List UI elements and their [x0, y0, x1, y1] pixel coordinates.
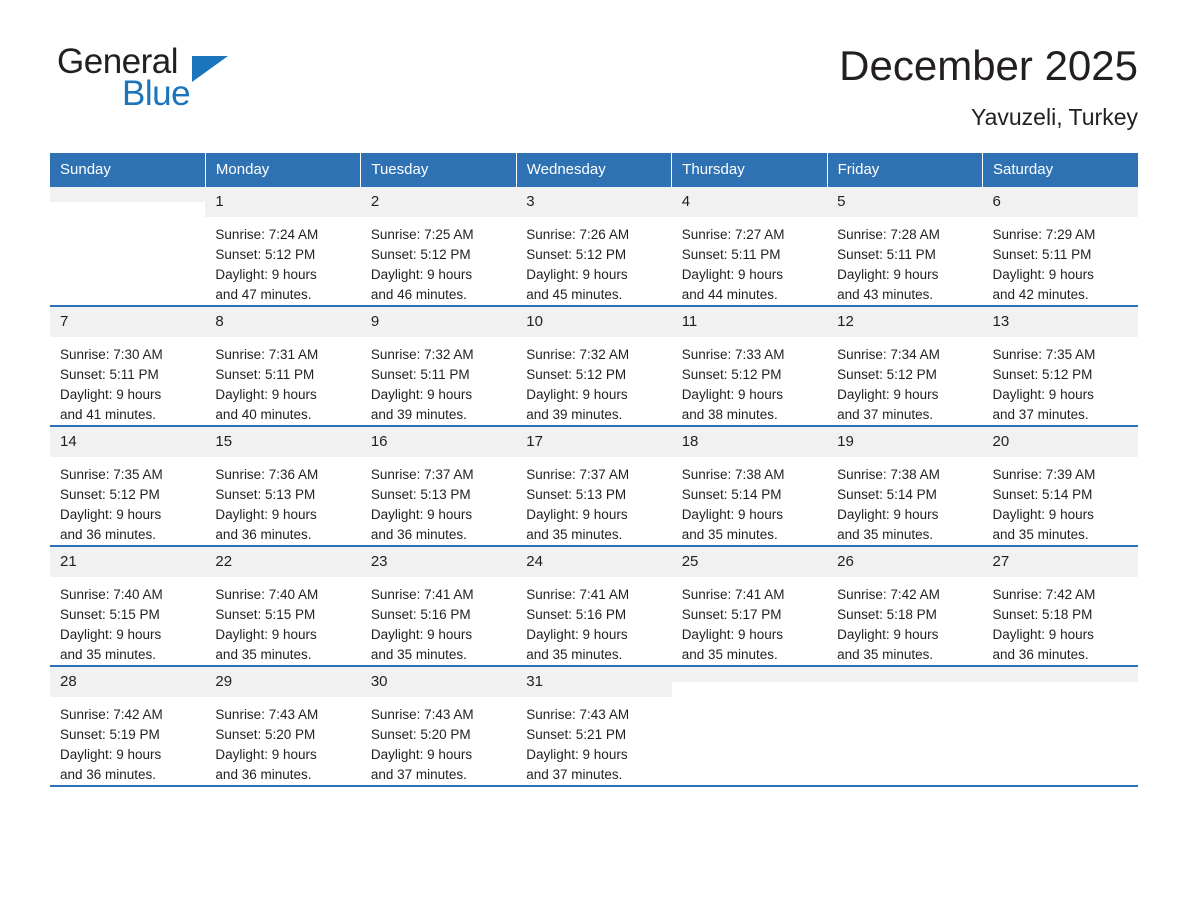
calendar-day-cell[interactable]: [205, 187, 360, 306]
day-number: 12: [827, 307, 982, 337]
day-number: 17: [516, 427, 671, 457]
calendar-day-cell[interactable]: [516, 546, 671, 666]
day-number: 19: [827, 427, 982, 457]
day-cell-inner: [827, 667, 982, 785]
day-detail-line: Sunrise: 7:43 AM: [370, 707, 474, 723]
day-detail-line: Sunrise: 7:25 AM: [370, 227, 474, 243]
day-cell-inner: [516, 667, 671, 785]
day-detail-line: Sunset: 5:12 PM: [992, 367, 1093, 383]
day-detail-line: Daylight: 9 hours: [526, 387, 628, 403]
general-blue-logo: [50, 42, 240, 114]
calendar-day-cell[interactable]: [50, 546, 205, 666]
day-detail-line: Daylight: 9 hours: [215, 387, 317, 403]
day-number: [827, 667, 982, 682]
day-details: [50, 457, 205, 545]
day-cell-inner: [983, 187, 1138, 305]
day-detail-line: Daylight: 9 hours: [837, 627, 939, 643]
day-number: 11: [672, 307, 827, 337]
day-number: 26: [827, 547, 982, 577]
day-details: [827, 337, 982, 425]
day-detail-line: Daylight: 9 hours: [526, 267, 628, 283]
weekday-header-friday: Friday: [827, 153, 982, 187]
day-detail-line: Daylight: 9 hours: [837, 387, 939, 403]
day-detail-line: Sunrise: 7:26 AM: [526, 227, 630, 243]
day-details: [361, 577, 516, 665]
day-number: 3: [516, 187, 671, 217]
day-number: 2: [361, 187, 516, 217]
day-details: [516, 457, 671, 545]
day-details: [205, 697, 360, 785]
day-cell-inner: [205, 427, 360, 545]
day-cell-inner: [361, 547, 516, 665]
day-cell-inner: [205, 667, 360, 785]
day-detail-line: Sunset: 5:16 PM: [370, 607, 471, 623]
day-detail-line: Daylight: 9 hours: [215, 747, 317, 763]
weekday-header-monday: Monday: [205, 153, 360, 187]
day-detail-line: Daylight: 9 hours: [992, 507, 1094, 523]
day-cell-inner: [205, 187, 360, 305]
calendar-body: [50, 187, 1138, 786]
day-number: 15: [205, 427, 360, 457]
calendar-day-cell-empty: [50, 187, 205, 306]
calendar-day-cell[interactable]: [205, 426, 360, 546]
calendar-day-cell-empty: [827, 666, 982, 786]
day-number: 24: [516, 547, 671, 577]
day-detail-line: Daylight: 9 hours: [837, 267, 939, 283]
day-detail-line: and 35 minutes.: [526, 647, 623, 663]
day-details: [983, 217, 1138, 305]
day-detail-line: Sunrise: 7:40 AM: [215, 587, 319, 603]
day-detail-line: Sunset: 5:12 PM: [526, 247, 627, 263]
day-detail-line: Sunset: 5:11 PM: [60, 367, 159, 383]
day-number: 4: [672, 187, 827, 217]
day-detail-line: Sunset: 5:11 PM: [215, 367, 315, 383]
day-detail-line: Daylight: 9 hours: [681, 387, 783, 403]
calendar-day-cell[interactable]: [827, 546, 982, 666]
day-details: [205, 457, 360, 545]
day-number: 18: [672, 427, 827, 457]
day-cell-inner: [50, 187, 205, 305]
calendar-day-cell[interactable]: [672, 187, 827, 306]
day-detail-line: Sunset: 5:17 PM: [681, 607, 782, 623]
logo-text-blue: Blue: [122, 74, 191, 113]
calendar-day-cell[interactable]: [516, 666, 671, 786]
day-detail-line: and 35 minutes.: [837, 527, 934, 543]
calendar-day-cell[interactable]: [361, 426, 516, 546]
day-detail-line: Daylight: 9 hours: [526, 507, 628, 523]
day-detail-line: and 35 minutes.: [992, 527, 1089, 543]
day-detail-line: and 35 minutes.: [837, 647, 934, 663]
day-detail-line: Sunset: 5:12 PM: [215, 247, 316, 263]
day-number: [672, 667, 827, 682]
day-cell-inner: [205, 547, 360, 665]
day-cell-inner: [361, 187, 516, 305]
day-details: [983, 337, 1138, 425]
day-detail-line: Sunset: 5:12 PM: [60, 487, 160, 503]
day-detail-line: and 36 minutes.: [60, 527, 157, 543]
day-detail-line: Sunrise: 7:41 AM: [526, 587, 630, 603]
day-detail-line: Sunset: 5:14 PM: [681, 487, 782, 503]
day-detail-line: Sunset: 5:12 PM: [370, 247, 471, 263]
day-detail-line: and 38 minutes.: [681, 407, 778, 423]
calendar-day-cell-empty: [983, 666, 1138, 786]
day-details: [50, 337, 205, 425]
title-block: [839, 42, 1138, 131]
day-details: [672, 217, 827, 305]
day-details: [827, 217, 982, 305]
day-cell-inner: [672, 667, 827, 785]
day-detail-line: Daylight: 9 hours: [370, 387, 473, 403]
calendar-day-cell[interactable]: [827, 187, 982, 306]
calendar-day-cell[interactable]: [827, 306, 982, 426]
day-detail-line: Sunrise: 7:30 AM: [60, 347, 163, 363]
day-cell-inner: [672, 427, 827, 545]
day-details: [672, 457, 827, 545]
day-cell-inner: [672, 547, 827, 665]
day-detail-line: and 46 minutes.: [370, 287, 467, 303]
day-detail-line: Sunset: 5:12 PM: [837, 367, 937, 383]
day-detail-line: and 35 minutes.: [370, 647, 467, 663]
calendar-day-cell[interactable]: [50, 306, 205, 426]
day-detail-line: Sunset: 5:16 PM: [526, 607, 627, 623]
day-detail-line: Daylight: 9 hours: [681, 627, 783, 643]
day-details: [205, 577, 360, 665]
day-detail-line: Sunrise: 7:41 AM: [681, 587, 785, 603]
day-details: [516, 337, 671, 425]
day-detail-line: and 44 minutes.: [681, 287, 778, 303]
day-detail-line: Sunrise: 7:35 AM: [992, 347, 1096, 363]
calendar-day-cell[interactable]: [50, 666, 205, 786]
day-cell-inner: [50, 427, 205, 545]
day-cell-inner: [827, 427, 982, 545]
day-detail-line: Sunrise: 7:28 AM: [837, 227, 940, 243]
calendar-day-cell[interactable]: [361, 187, 516, 306]
day-detail-line: Sunset: 5:21 PM: [526, 727, 627, 743]
day-detail-line: Daylight: 9 hours: [215, 627, 317, 643]
calendar-day-cell-empty: [672, 666, 827, 786]
day-detail-line: Sunrise: 7:37 AM: [526, 467, 630, 483]
day-number: 29: [205, 667, 360, 697]
day-detail-line: Sunset: 5:15 PM: [215, 607, 316, 623]
day-cell-inner: [516, 307, 671, 425]
day-detail-line: and 40 minutes.: [215, 407, 312, 423]
day-details: [983, 457, 1138, 545]
day-number: 25: [672, 547, 827, 577]
day-number: 16: [361, 427, 516, 457]
day-detail-line: and 36 minutes.: [215, 767, 312, 783]
day-detail-line: and 35 minutes.: [681, 647, 778, 663]
day-detail-line: Sunrise: 7:42 AM: [60, 707, 163, 723]
day-detail-line: and 36 minutes.: [992, 647, 1089, 663]
logo-triangle-icon: [192, 56, 228, 82]
calendar-day-cell[interactable]: [361, 306, 516, 426]
day-cell-inner: [827, 187, 982, 305]
calendar-day-cell[interactable]: [983, 187, 1138, 306]
calendar-week-row: [50, 306, 1138, 426]
day-detail-line: Daylight: 9 hours: [992, 267, 1094, 283]
weekday-header-tuesday: Tuesday: [361, 153, 516, 187]
weekday-header-row: [50, 153, 1138, 187]
calendar-day-cell[interactable]: [516, 426, 671, 546]
day-cell-inner: [516, 547, 671, 665]
calendar-week-row: [50, 426, 1138, 546]
day-detail-line: Sunset: 5:20 PM: [215, 727, 316, 743]
day-number: [983, 667, 1138, 682]
day-details: [672, 337, 827, 425]
day-detail-line: Sunrise: 7:38 AM: [681, 467, 785, 483]
day-number: 9: [361, 307, 516, 337]
day-cell-inner: [361, 307, 516, 425]
day-detail-line: Sunrise: 7:33 AM: [681, 347, 785, 363]
day-cell-inner: [361, 667, 516, 785]
day-detail-line: Sunset: 5:13 PM: [370, 487, 471, 503]
day-detail-line: Daylight: 9 hours: [370, 627, 473, 643]
day-detail-line: Sunrise: 7:43 AM: [526, 707, 630, 723]
weekday-header-thursday: Thursday: [672, 153, 827, 187]
day-cell-inner: [361, 427, 516, 545]
day-details: [827, 577, 982, 665]
day-detail-line: and 47 minutes.: [215, 287, 312, 303]
day-detail-line: Sunrise: 7:32 AM: [370, 347, 474, 363]
day-detail-line: Sunrise: 7:36 AM: [215, 467, 319, 483]
day-detail-line: Sunset: 5:18 PM: [992, 607, 1093, 623]
day-detail-line: Daylight: 9 hours: [992, 627, 1094, 643]
day-detail-line: Daylight: 9 hours: [60, 747, 162, 763]
day-detail-line: and 35 minutes.: [60, 647, 157, 663]
day-details: [361, 697, 516, 785]
day-detail-line: Sunrise: 7:31 AM: [215, 347, 319, 363]
calendar-day-cell[interactable]: [827, 426, 982, 546]
calendar-day-cell[interactable]: [50, 426, 205, 546]
day-detail-line: and 39 minutes.: [526, 407, 623, 423]
day-detail-line: and 37 minutes.: [992, 407, 1089, 423]
calendar-day-cell[interactable]: [205, 306, 360, 426]
weekday-header-saturday: Saturday: [983, 153, 1138, 187]
calendar-day-cell[interactable]: [205, 546, 360, 666]
day-cell-inner: [516, 187, 671, 305]
day-cell-inner: [50, 547, 205, 665]
day-detail-line: Sunset: 5:13 PM: [526, 487, 627, 503]
day-detail-line: Sunrise: 7:38 AM: [837, 467, 940, 483]
sunrise-sunset-calendar: [50, 153, 1138, 787]
calendar-day-cell[interactable]: [516, 306, 671, 426]
day-detail-line: Daylight: 9 hours: [60, 627, 162, 643]
day-cell-inner: [827, 547, 982, 665]
page-header: [50, 0, 1138, 131]
day-detail-line: Daylight: 9 hours: [370, 507, 473, 523]
day-details: [205, 337, 360, 425]
day-detail-line: and 37 minutes.: [370, 767, 467, 783]
day-detail-line: Sunset: 5:11 PM: [681, 247, 781, 263]
day-detail-line: Sunset: 5:14 PM: [837, 487, 937, 503]
day-detail-line: Sunrise: 7:35 AM: [60, 467, 163, 483]
day-number: 22: [205, 547, 360, 577]
calendar-week-row: [50, 546, 1138, 666]
weekday-header-wednesday: Wednesday: [516, 153, 671, 187]
day-detail-line: Sunrise: 7:37 AM: [370, 467, 474, 483]
day-details: [361, 457, 516, 545]
day-cell-inner: [983, 667, 1138, 785]
day-detail-line: Sunset: 5:11 PM: [837, 247, 936, 263]
day-detail-line: Sunrise: 7:42 AM: [837, 587, 940, 603]
calendar-day-cell[interactable]: [672, 546, 827, 666]
day-details: [50, 577, 205, 665]
day-detail-line: Sunset: 5:12 PM: [526, 367, 627, 383]
day-cell-inner: [672, 187, 827, 305]
day-number: 21: [50, 547, 205, 577]
day-detail-line: Daylight: 9 hours: [992, 387, 1094, 403]
day-number: 14: [50, 427, 205, 457]
day-detail-line: Sunset: 5:14 PM: [992, 487, 1093, 503]
calendar-day-cell[interactable]: [983, 306, 1138, 426]
calendar-day-cell[interactable]: [672, 426, 827, 546]
day-detail-line: Sunrise: 7:29 AM: [992, 227, 1096, 243]
day-number: [50, 187, 205, 202]
day-detail-line: Sunrise: 7:41 AM: [370, 587, 474, 603]
day-cell-inner: [983, 547, 1138, 665]
day-detail-line: and 37 minutes.: [837, 407, 934, 423]
day-number: 27: [983, 547, 1138, 577]
day-detail-line: and 41 minutes.: [60, 407, 157, 423]
day-detail-line: Sunrise: 7:43 AM: [215, 707, 319, 723]
day-detail-line: Sunset: 5:19 PM: [60, 727, 160, 743]
day-detail-line: Daylight: 9 hours: [370, 747, 473, 763]
day-number: 31: [516, 667, 671, 697]
day-detail-line: and 35 minutes.: [526, 527, 623, 543]
logo-text-general: General: [57, 42, 179, 81]
weekday-header-sunday: Sunday: [50, 153, 205, 187]
day-number: 8: [205, 307, 360, 337]
day-cell-inner: [983, 307, 1138, 425]
day-cell-inner: [827, 307, 982, 425]
calendar-day-cell[interactable]: [983, 546, 1138, 666]
day-details: [50, 697, 205, 785]
day-detail-line: Sunset: 5:15 PM: [60, 607, 160, 623]
day-details: [516, 697, 671, 785]
day-details: [361, 337, 516, 425]
day-detail-line: and 36 minutes.: [215, 527, 312, 543]
day-detail-line: and 45 minutes.: [526, 287, 623, 303]
page-title: December 2025: [839, 42, 1138, 89]
day-detail-line: and 35 minutes.: [215, 647, 312, 663]
day-detail-line: Daylight: 9 hours: [215, 267, 317, 283]
day-detail-line: and 43 minutes.: [837, 287, 934, 303]
day-detail-line: and 42 minutes.: [992, 287, 1089, 303]
day-number: 13: [983, 307, 1138, 337]
day-cell-inner: [50, 307, 205, 425]
day-detail-line: and 39 minutes.: [370, 407, 467, 423]
day-detail-line: Sunrise: 7:40 AM: [60, 587, 163, 603]
day-detail-line: Sunset: 5:20 PM: [370, 727, 471, 743]
day-number: 5: [827, 187, 982, 217]
day-number: 6: [983, 187, 1138, 217]
day-detail-line: Sunset: 5:13 PM: [215, 487, 316, 503]
day-detail-line: Daylight: 9 hours: [60, 387, 162, 403]
day-cell-inner: [672, 307, 827, 425]
day-cell-inner: [205, 307, 360, 425]
day-cell-inner: [983, 427, 1138, 545]
calendar-day-cell[interactable]: [983, 426, 1138, 546]
day-detail-line: Daylight: 9 hours: [526, 747, 628, 763]
calendar-day-cell[interactable]: [361, 546, 516, 666]
day-detail-line: Daylight: 9 hours: [681, 267, 783, 283]
day-details: [205, 217, 360, 305]
day-detail-line: Sunset: 5:11 PM: [370, 367, 470, 383]
day-details: [983, 577, 1138, 665]
day-cell-inner: [50, 667, 205, 785]
day-detail-line: Sunrise: 7:24 AM: [215, 227, 319, 243]
day-detail-line: Sunrise: 7:34 AM: [837, 347, 940, 363]
day-number: 7: [50, 307, 205, 337]
day-detail-line: Sunrise: 7:32 AM: [526, 347, 630, 363]
day-details: [827, 457, 982, 545]
day-number: 30: [361, 667, 516, 697]
day-detail-line: and 35 minutes.: [681, 527, 778, 543]
day-detail-line: Sunrise: 7:27 AM: [681, 227, 785, 243]
day-detail-line: and 36 minutes.: [370, 527, 467, 543]
day-number: 10: [516, 307, 671, 337]
day-details: [672, 577, 827, 665]
calendar-day-cell[interactable]: [516, 187, 671, 306]
day-details: [361, 217, 516, 305]
day-detail-line: Daylight: 9 hours: [370, 267, 473, 283]
day-detail-line: Sunset: 5:18 PM: [837, 607, 937, 623]
calendar-week-row: [50, 666, 1138, 786]
day-detail-line: and 36 minutes.: [60, 767, 157, 783]
day-detail-line: Daylight: 9 hours: [215, 507, 317, 523]
day-number: 1: [205, 187, 360, 217]
calendar-day-cell[interactable]: [205, 666, 360, 786]
day-detail-line: and 37 minutes.: [526, 767, 623, 783]
calendar-day-cell[interactable]: [672, 306, 827, 426]
day-cell-inner: [516, 427, 671, 545]
calendar-day-cell[interactable]: [361, 666, 516, 786]
day-detail-line: Sunset: 5:12 PM: [681, 367, 782, 383]
day-number: 28: [50, 667, 205, 697]
day-detail-line: Daylight: 9 hours: [60, 507, 162, 523]
day-detail-line: Daylight: 9 hours: [837, 507, 939, 523]
calendar-week-row: [50, 187, 1138, 306]
day-details: [516, 217, 671, 305]
location-subtitle: Yavuzeli, Turkey: [970, 104, 1138, 131]
day-detail-line: Sunrise: 7:39 AM: [992, 467, 1096, 483]
day-number: 23: [361, 547, 516, 577]
day-details: [516, 577, 671, 665]
day-detail-line: Sunset: 5:11 PM: [992, 247, 1092, 263]
day-detail-line: Daylight: 9 hours: [681, 507, 783, 523]
day-detail-line: Sunrise: 7:42 AM: [992, 587, 1096, 603]
day-detail-line: Daylight: 9 hours: [526, 627, 628, 643]
day-number: 20: [983, 427, 1138, 457]
